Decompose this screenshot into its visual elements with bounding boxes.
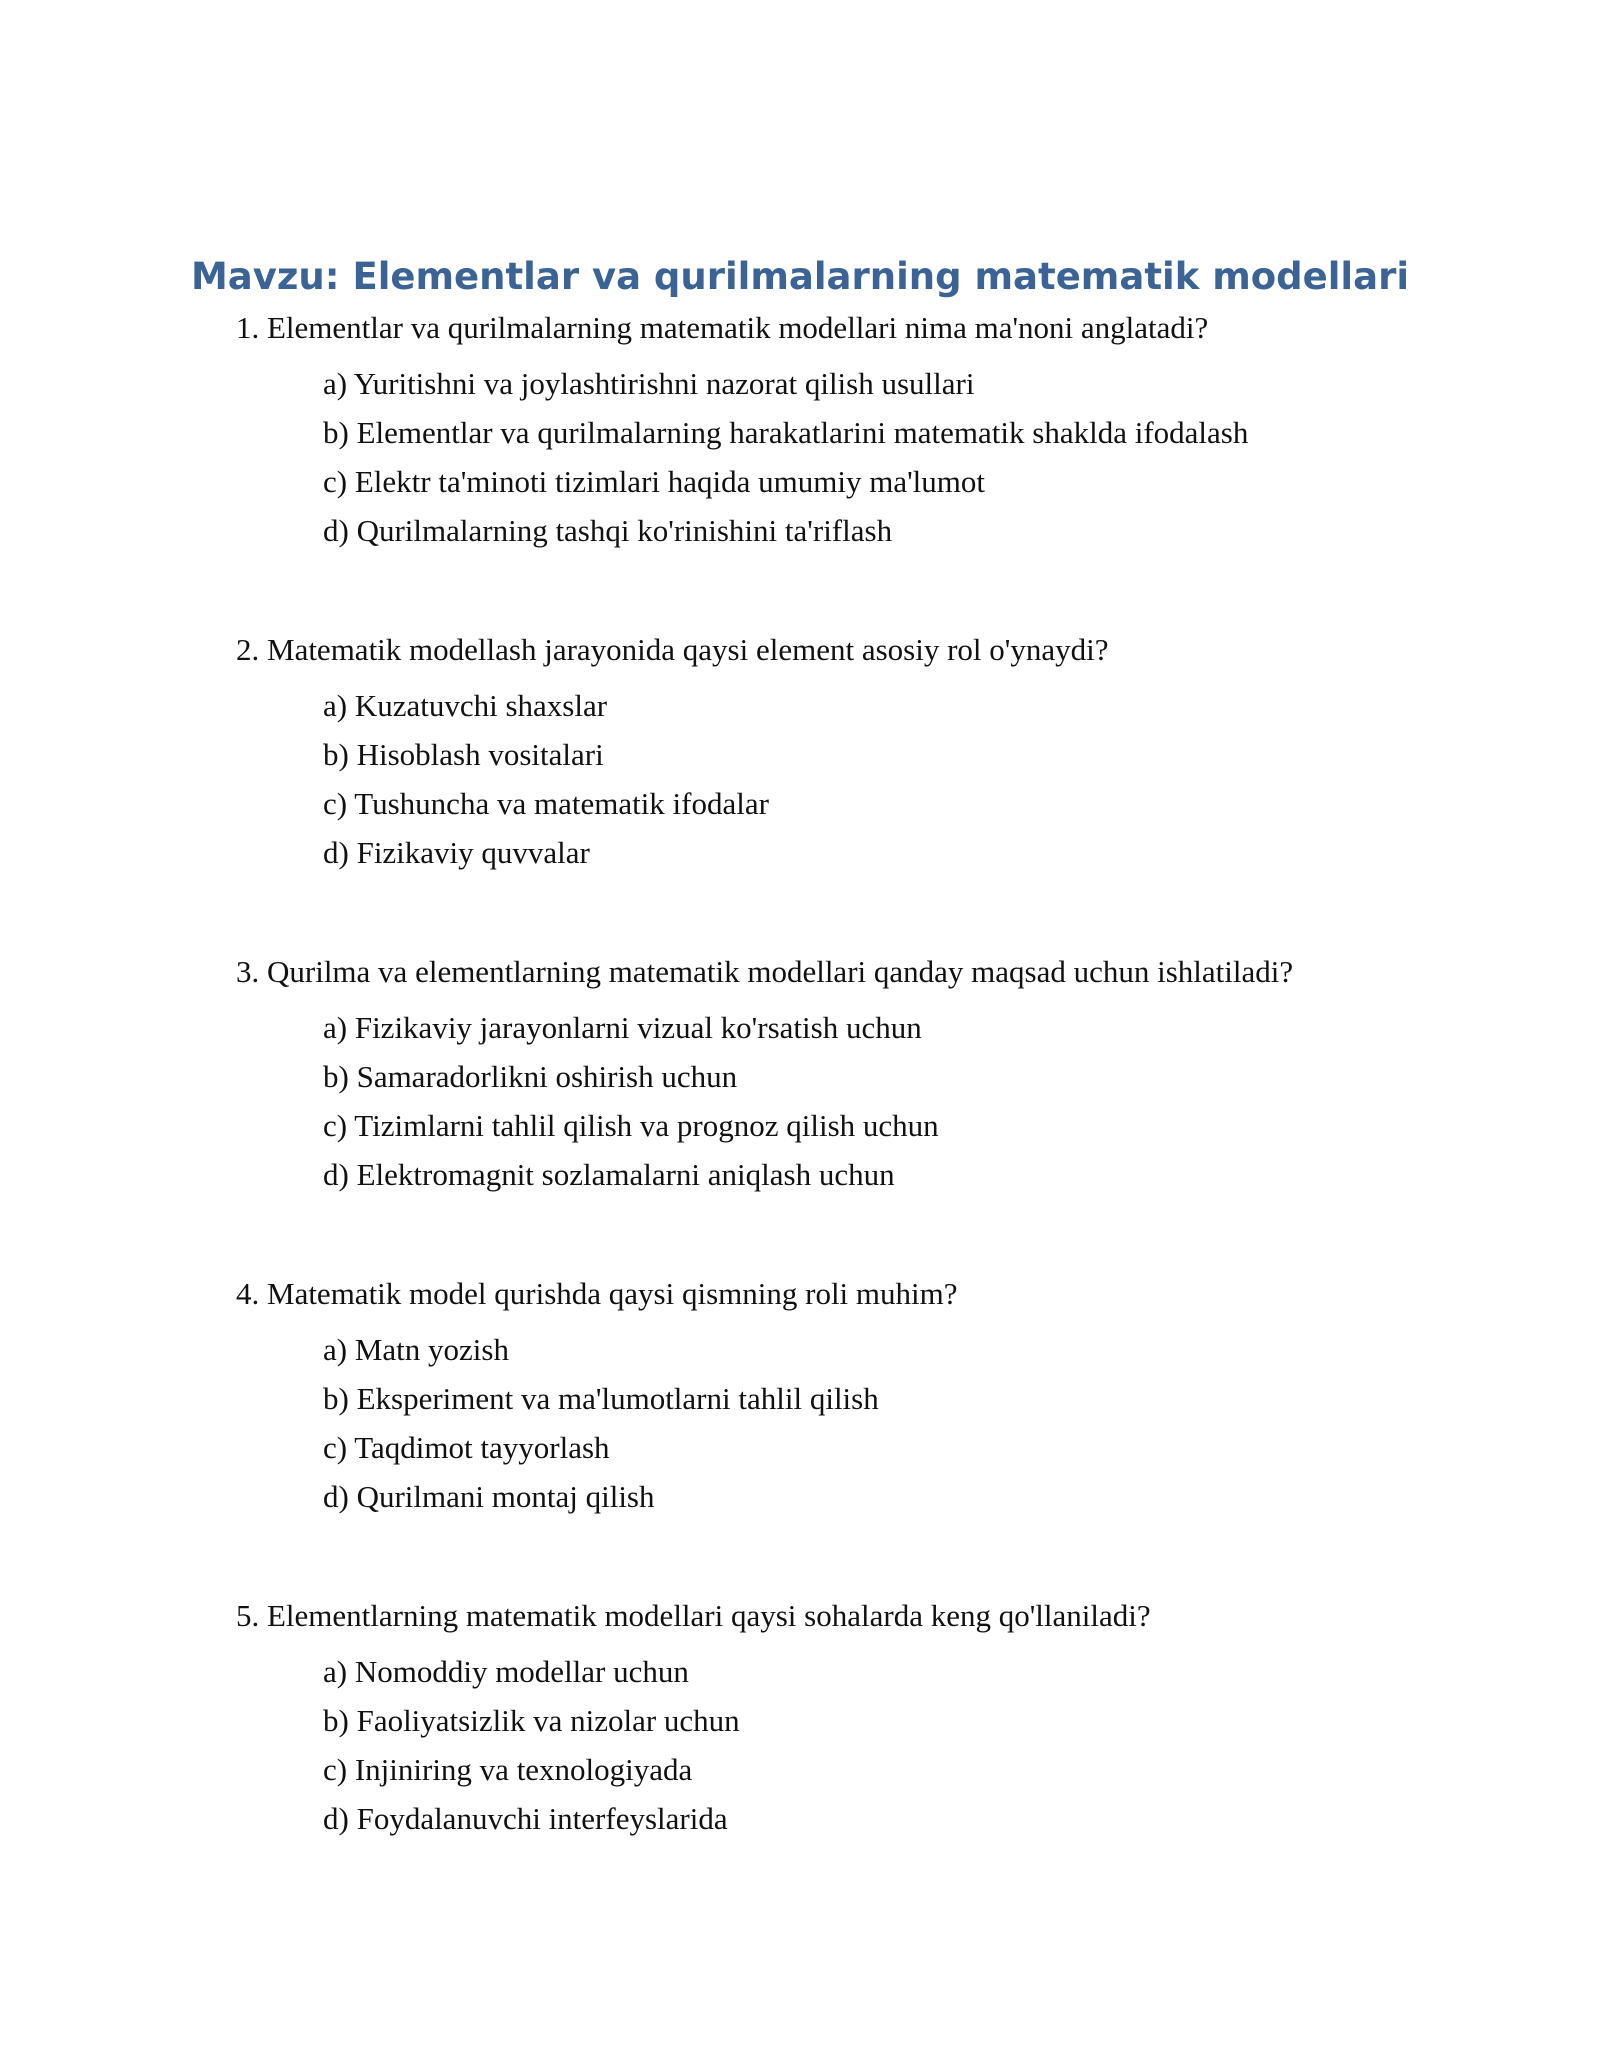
question-text: 3. Qurilma va elementlarning matematik modellari qanday maqsad uchun ishlatiladi? — [236, 954, 1294, 989]
option-a: a) Nomoddiy modellar uchun — [323, 1654, 689, 1689]
option-a: a) Kuzatuvchi shaxslar — [323, 688, 608, 723]
option-c: c) Taqdimot tayyorlash — [323, 1430, 610, 1465]
option-d: d) Qurilmani montaj qilish — [323, 1479, 655, 1514]
question-text: 4. Matematik model qurishda qaysi qismning roli muhim? — [236, 1276, 958, 1311]
question-2 — [236, 631, 1436, 883]
option-c: c) Injiniring va texnologiyada — [323, 1752, 693, 1787]
option-b: b) Elementlar va qurilmalarning harakatlarini matematik shaklda ifodalash — [323, 415, 1249, 450]
option-b: b) Faoliyatsizlik va nizolar uchun — [323, 1703, 740, 1738]
option-a: a) Yuritishni va joylashtirishni nazorat qilish usullari — [323, 366, 975, 401]
question-text: 5. Elementlarning matematik modellari qaysi sohalarda keng qo'llaniladi? — [236, 1598, 1151, 1633]
document-title: Mavzu: Elementlar va qurilmalarning matematik modellari — [190, 255, 1410, 298]
question-text: 1. Elementlar va qurilmalarning matematik modellari nima ma'noni anglatadi? — [236, 310, 1209, 345]
option-d: d) Foydalanuvchi interfeyslarida — [323, 1801, 728, 1836]
option-a: a) Fizikaviy jarayonlarni vizual ko'rsatish uchun — [323, 1010, 922, 1045]
option-b: b) Eksperiment va ma'lumotlarni tahlil qilish — [323, 1381, 879, 1416]
option-c: c) Tizimlarni tahlil qilish va prognoz qilish uchun — [323, 1108, 939, 1143]
option-d: d) Elektromagnit sozlamalarni aniqlash uchun — [323, 1157, 895, 1192]
option-c: c) Elektr ta'minoti tizimlari haqida umumiy ma'lumot — [323, 464, 986, 499]
question-text: 2. Matematik modellash jarayonida qaysi element asosiy rol o'ynaydi? — [236, 632, 1109, 667]
question-1 — [236, 309, 1436, 561]
option-b: b) Samaradorlikni oshirish uchun — [323, 1059, 738, 1094]
option-a: a) Matn yozish — [323, 1332, 509, 1367]
option-d: d) Fizikaviy quvvalar — [323, 835, 590, 870]
option-d: d) Qurilmalarning tashqi ko'rinishini ta'riflash — [323, 513, 893, 548]
option-b: b) Hisoblash vositalari — [323, 737, 604, 772]
question-4 — [236, 1275, 1436, 1527]
question-5 — [236, 1597, 1436, 1849]
question-3 — [236, 953, 1436, 1205]
option-c: c) Tushuncha va matematik ifodalar — [323, 786, 769, 821]
